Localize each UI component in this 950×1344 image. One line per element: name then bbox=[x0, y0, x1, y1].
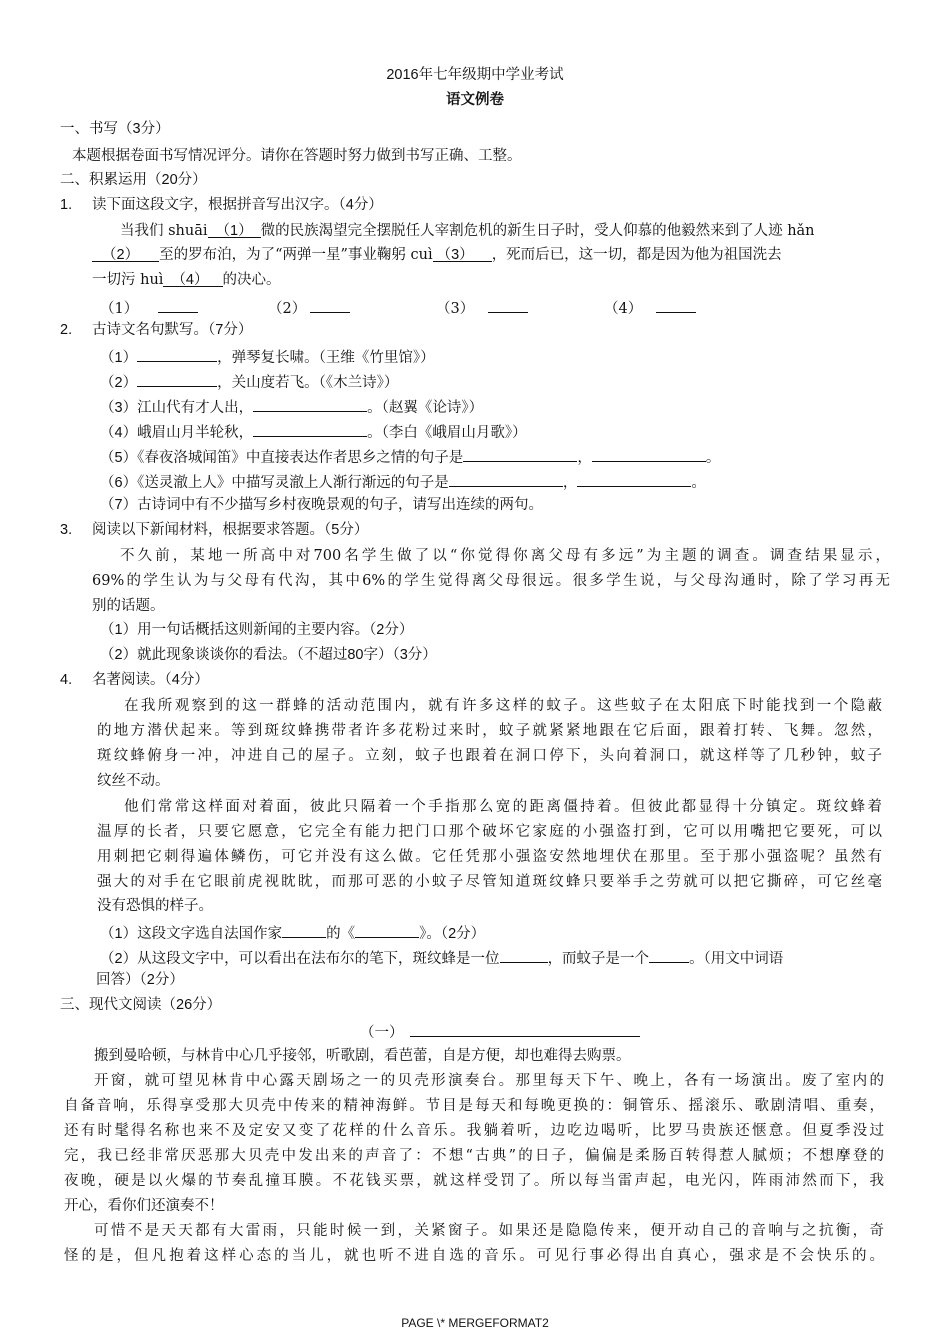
q1-line-2 bbox=[92, 245, 782, 265]
answer-label: （4） bbox=[604, 301, 643, 317]
section-3-heading: 三、现代文阅读（26分） bbox=[60, 997, 222, 1013]
q2-text: （1） bbox=[100, 350, 138, 366]
q3-subquestion-1: （1）用一句话概括这则新闻的主要内容。（2分） bbox=[100, 622, 414, 638]
q2-item-4 bbox=[100, 420, 527, 443]
q3-paragraph-line: 别的话题。 bbox=[92, 598, 165, 614]
q2-text: 。 bbox=[691, 475, 706, 491]
section-1-heading: 一、书写（3分） bbox=[60, 121, 170, 137]
answer-blank[interactable] bbox=[649, 946, 689, 963]
q2-text: （4）峨眉山月半轮秋， bbox=[100, 425, 254, 441]
passage-number: （一） bbox=[360, 1025, 404, 1041]
q1-text: ，死而后已，这一切，都是因为他为祖国洗去 bbox=[491, 247, 782, 263]
exam-title: 2016年七年级期中学业考试 bbox=[386, 67, 564, 83]
answer-blank[interactable] bbox=[449, 470, 563, 487]
q1-text: 一切污 huì bbox=[92, 272, 164, 288]
q1-blank-1[interactable]: （1） bbox=[208, 221, 261, 238]
passage-line: 完，我已经非常厌恶那大贝壳中发出来的声音了：不想“古典”的日子，偏偏是柔肠百转得惹人腻烦；不想摩登的 bbox=[64, 1148, 884, 1164]
answer-blank[interactable] bbox=[592, 445, 706, 462]
q4-paragraph-line: 温厚的长者，只要它愿意，它完全有能力把门口那个破坏它家庭的小强盗打到，它可以用嘴把它要死，可以 bbox=[97, 824, 882, 840]
passage-1-title bbox=[360, 1020, 640, 1043]
q1-text: 的决心。 bbox=[222, 272, 281, 288]
q2-item-5 bbox=[100, 445, 720, 468]
q2-text: 。 bbox=[705, 450, 721, 466]
q4-paragraph-line: 在我所观察到的这一群蜂的活动范围内，就有许多这样的蚊子。这些蚊子在太阳底下时能找到一个隐蔽 bbox=[124, 698, 882, 714]
answer-blank[interactable] bbox=[488, 296, 528, 313]
passage-line: 搬到曼哈顿，与林肯中心几乎接邻，听歌剧，看芭蕾，自是方便，却也难得去购票。 bbox=[94, 1048, 631, 1064]
q2-text: ，关山度若飞。（《木兰诗》） bbox=[217, 375, 399, 391]
passage-line: 自备音响，乐得享受那大贝壳中传来的精神海鲜。节目是每天和每晚更换的：铜管乐、摇滚乐、歌剧清唱、重奏， bbox=[64, 1098, 884, 1114]
q3-paragraph-line: 69%的学生认为与父母有代沟，其中6%的学生觉得离父母很远。很多学生说，与父母沟通时，除了学习再无 bbox=[92, 573, 890, 589]
passage-line: 开窗，就可望见林肯中心露天剧场之一的贝壳形演奏台。那里每天下午、晚上，各有一场演出。废了室内的 bbox=[94, 1073, 884, 1089]
q1-answer-2 bbox=[268, 296, 350, 319]
q2-text: （5）《春夜洛城闻笛》中直接表达作者思乡之情的句子是 bbox=[100, 450, 464, 466]
passage-line: 怪的是，但凡抱着这样心态的当儿，就也听不进自选的音乐。可见行事必得出自真心，强求是不会快乐的。 bbox=[64, 1248, 884, 1264]
answer-blank[interactable] bbox=[253, 395, 367, 412]
q4-text: 》。（2分） bbox=[419, 926, 486, 942]
answer-label: （3） bbox=[436, 301, 475, 317]
q4-text: 。（用文中词语 bbox=[689, 951, 784, 967]
answer-blank[interactable] bbox=[310, 296, 350, 313]
q4-subquestion-1 bbox=[100, 921, 485, 944]
q2-text: ， bbox=[562, 475, 578, 491]
q1-text: 微的民族渴望完全摆脱任人宰割危机的新生日子时，受人仰慕的他毅然来到了人迹 hǎn bbox=[260, 223, 815, 239]
q2-item-6 bbox=[100, 470, 706, 493]
answer-blank[interactable] bbox=[656, 296, 696, 313]
question-2-prompt: 古诗文名句默写。（7分） bbox=[92, 322, 253, 338]
question-3-prompt: 阅读以下新闻材料，根据要求答题。（5分） bbox=[92, 522, 369, 538]
q4-subquestion-2-cont: 回答）（2分） bbox=[96, 972, 184, 988]
answer-blank[interactable] bbox=[253, 420, 367, 437]
q4-text: （1）这段文字选自法国作家 bbox=[100, 926, 283, 942]
q4-text: （2）从这段文字中，可以看出在法布尔的笔下，斑纹蜂是一位 bbox=[100, 951, 500, 967]
q2-text: ， bbox=[577, 450, 592, 466]
q2-text: 。（李白《峨眉山月歌》） bbox=[367, 425, 527, 441]
answer-blank[interactable] bbox=[137, 370, 217, 387]
section-2-heading: 二、积累运用（20分） bbox=[60, 172, 207, 188]
answer-blank[interactable] bbox=[355, 921, 419, 938]
q1-text: 当我们 shuāi bbox=[120, 223, 208, 239]
q1-line-1 bbox=[120, 221, 815, 241]
q1-answer-3 bbox=[436, 296, 528, 319]
q2-item-7: （7）古诗词中有不少描写乡村夜晚景观的句子，请写出连续的两句。 bbox=[100, 497, 544, 513]
question-number: 3. bbox=[60, 522, 73, 538]
answer-blank[interactable] bbox=[577, 470, 691, 487]
answer-label: （2） bbox=[268, 301, 307, 317]
q4-paragraph-line: 用刺把它刺得遍体鳞伤，可它并没有这么做。它任凭那小强盗安然地埋伏在那里。至于那小强盗呢？虽然有 bbox=[97, 849, 882, 865]
q4-paragraph-line: 他们常常这样面对着面，彼此只隔着一个手指那么宽的距离僵持着。但彼此都显得十分镇定。斑纹蜂着 bbox=[124, 799, 882, 815]
q1-blank-2[interactable]: （2） bbox=[92, 245, 159, 262]
answer-label: （1） bbox=[100, 301, 139, 317]
q4-text: ，而蚊子是一个 bbox=[547, 951, 650, 967]
q2-item-1 bbox=[100, 345, 435, 368]
question-number: 2. bbox=[60, 322, 73, 338]
passage-line: 夜晚，硬是以火爆的节奏乱撞耳膜。不花钱买票，就这样受罚了。所以每当雷声起，电光闪，阵雨沛然而下，我 bbox=[64, 1173, 884, 1189]
q1-answer-4 bbox=[604, 296, 696, 319]
answer-blank[interactable] bbox=[158, 296, 198, 313]
q1-blank-3[interactable]: （3） bbox=[433, 245, 492, 262]
q4-paragraph-line: 没有恐惧的样子。 bbox=[97, 898, 213, 914]
question-number: 1. bbox=[60, 197, 73, 213]
answer-blank[interactable] bbox=[500, 946, 548, 963]
q2-item-3 bbox=[100, 395, 483, 418]
question-1-prompt: 读下面这段文字，根据拼音写出汉字。（4分） bbox=[92, 197, 383, 213]
q1-line-3 bbox=[92, 270, 281, 290]
q3-paragraph-line: 不久前，某地一所高中对700名学生做了以“你觉得你离父母有多远”为主题的调查。调查结果显示， bbox=[120, 548, 890, 564]
q4-text: 的《 bbox=[326, 926, 356, 942]
answer-blank[interactable] bbox=[137, 345, 217, 362]
q4-paragraph-line: 斑纹蜂俯身一冲，冲进自己的屋子。立刻，蚊子也跟着在洞口停下，头向着洞口，就这样等了几秒钟，蚊子 bbox=[97, 748, 882, 764]
exam-subtitle: 语文例卷 bbox=[446, 92, 504, 108]
q2-text: （3）江山代有才人出， bbox=[100, 400, 254, 416]
q1-text: 至的罗布泊，为了“两弹一星”事业鞠躬 cuì bbox=[159, 247, 433, 263]
q2-text: ，弹琴复长啸。（王维《竹里馆》） bbox=[217, 350, 435, 366]
question-number: 4. bbox=[60, 672, 73, 688]
q1-answer-1 bbox=[100, 296, 198, 319]
q3-subquestion-2: （2）就此现象谈谈你的看法。（不超过80字）（3分） bbox=[100, 647, 437, 663]
q2-text: 。（赵翼《论诗》） bbox=[367, 400, 484, 416]
passage-line: 可惜不是天天都有大雷雨，只能时候一到，关紧窗子。如果还是隐隐传来，便开动自己的音响与之抗衡，奇 bbox=[94, 1223, 884, 1239]
answer-blank[interactable] bbox=[282, 921, 326, 938]
title-blank[interactable] bbox=[410, 1020, 640, 1037]
q4-subquestion-2 bbox=[100, 946, 783, 969]
q4-paragraph-line: 强大的对手在它眼前虎视眈眈，而那可恶的小蚊子尽管知道斑纹蜂只要举手之劳就可以把它撕碎，可它丝毫 bbox=[97, 874, 882, 890]
section-1-body: 本题根据卷面书写情况评分。请你在答题时努力做到书写正确、工整。 bbox=[72, 148, 522, 164]
passage-line: 开心，看你们还演奏不！ bbox=[64, 1198, 224, 1214]
q4-paragraph-line: 的地方潜伏起来。等到斑纹蜂携带者许多花粉过来时，蚊子就紧紧地跟在它后面，跟着打转、飞舞。忽然， bbox=[97, 723, 882, 739]
q2-text: （6）《送灵澈上人》中描写灵澈上人渐行渐远的句子是 bbox=[100, 475, 449, 491]
answer-blank[interactable] bbox=[463, 445, 577, 462]
q2-item-2 bbox=[100, 370, 398, 393]
question-4-prompt: 名著阅读。（4分） bbox=[92, 672, 209, 688]
passage-line: 还有时髦得名称也来不及定安又变了花样的什么音乐。我躺着听，边吃边喝听，比罗马贵族还惬意。但夏季没过 bbox=[64, 1123, 884, 1139]
q4-paragraph-line: 纹丝不动。 bbox=[97, 773, 170, 789]
page-footer: PAGE \* MERGEFORMAT2 bbox=[401, 1316, 549, 1330]
q1-blank-4[interactable]: （4） bbox=[163, 270, 222, 287]
q2-text: （2） bbox=[100, 375, 138, 391]
